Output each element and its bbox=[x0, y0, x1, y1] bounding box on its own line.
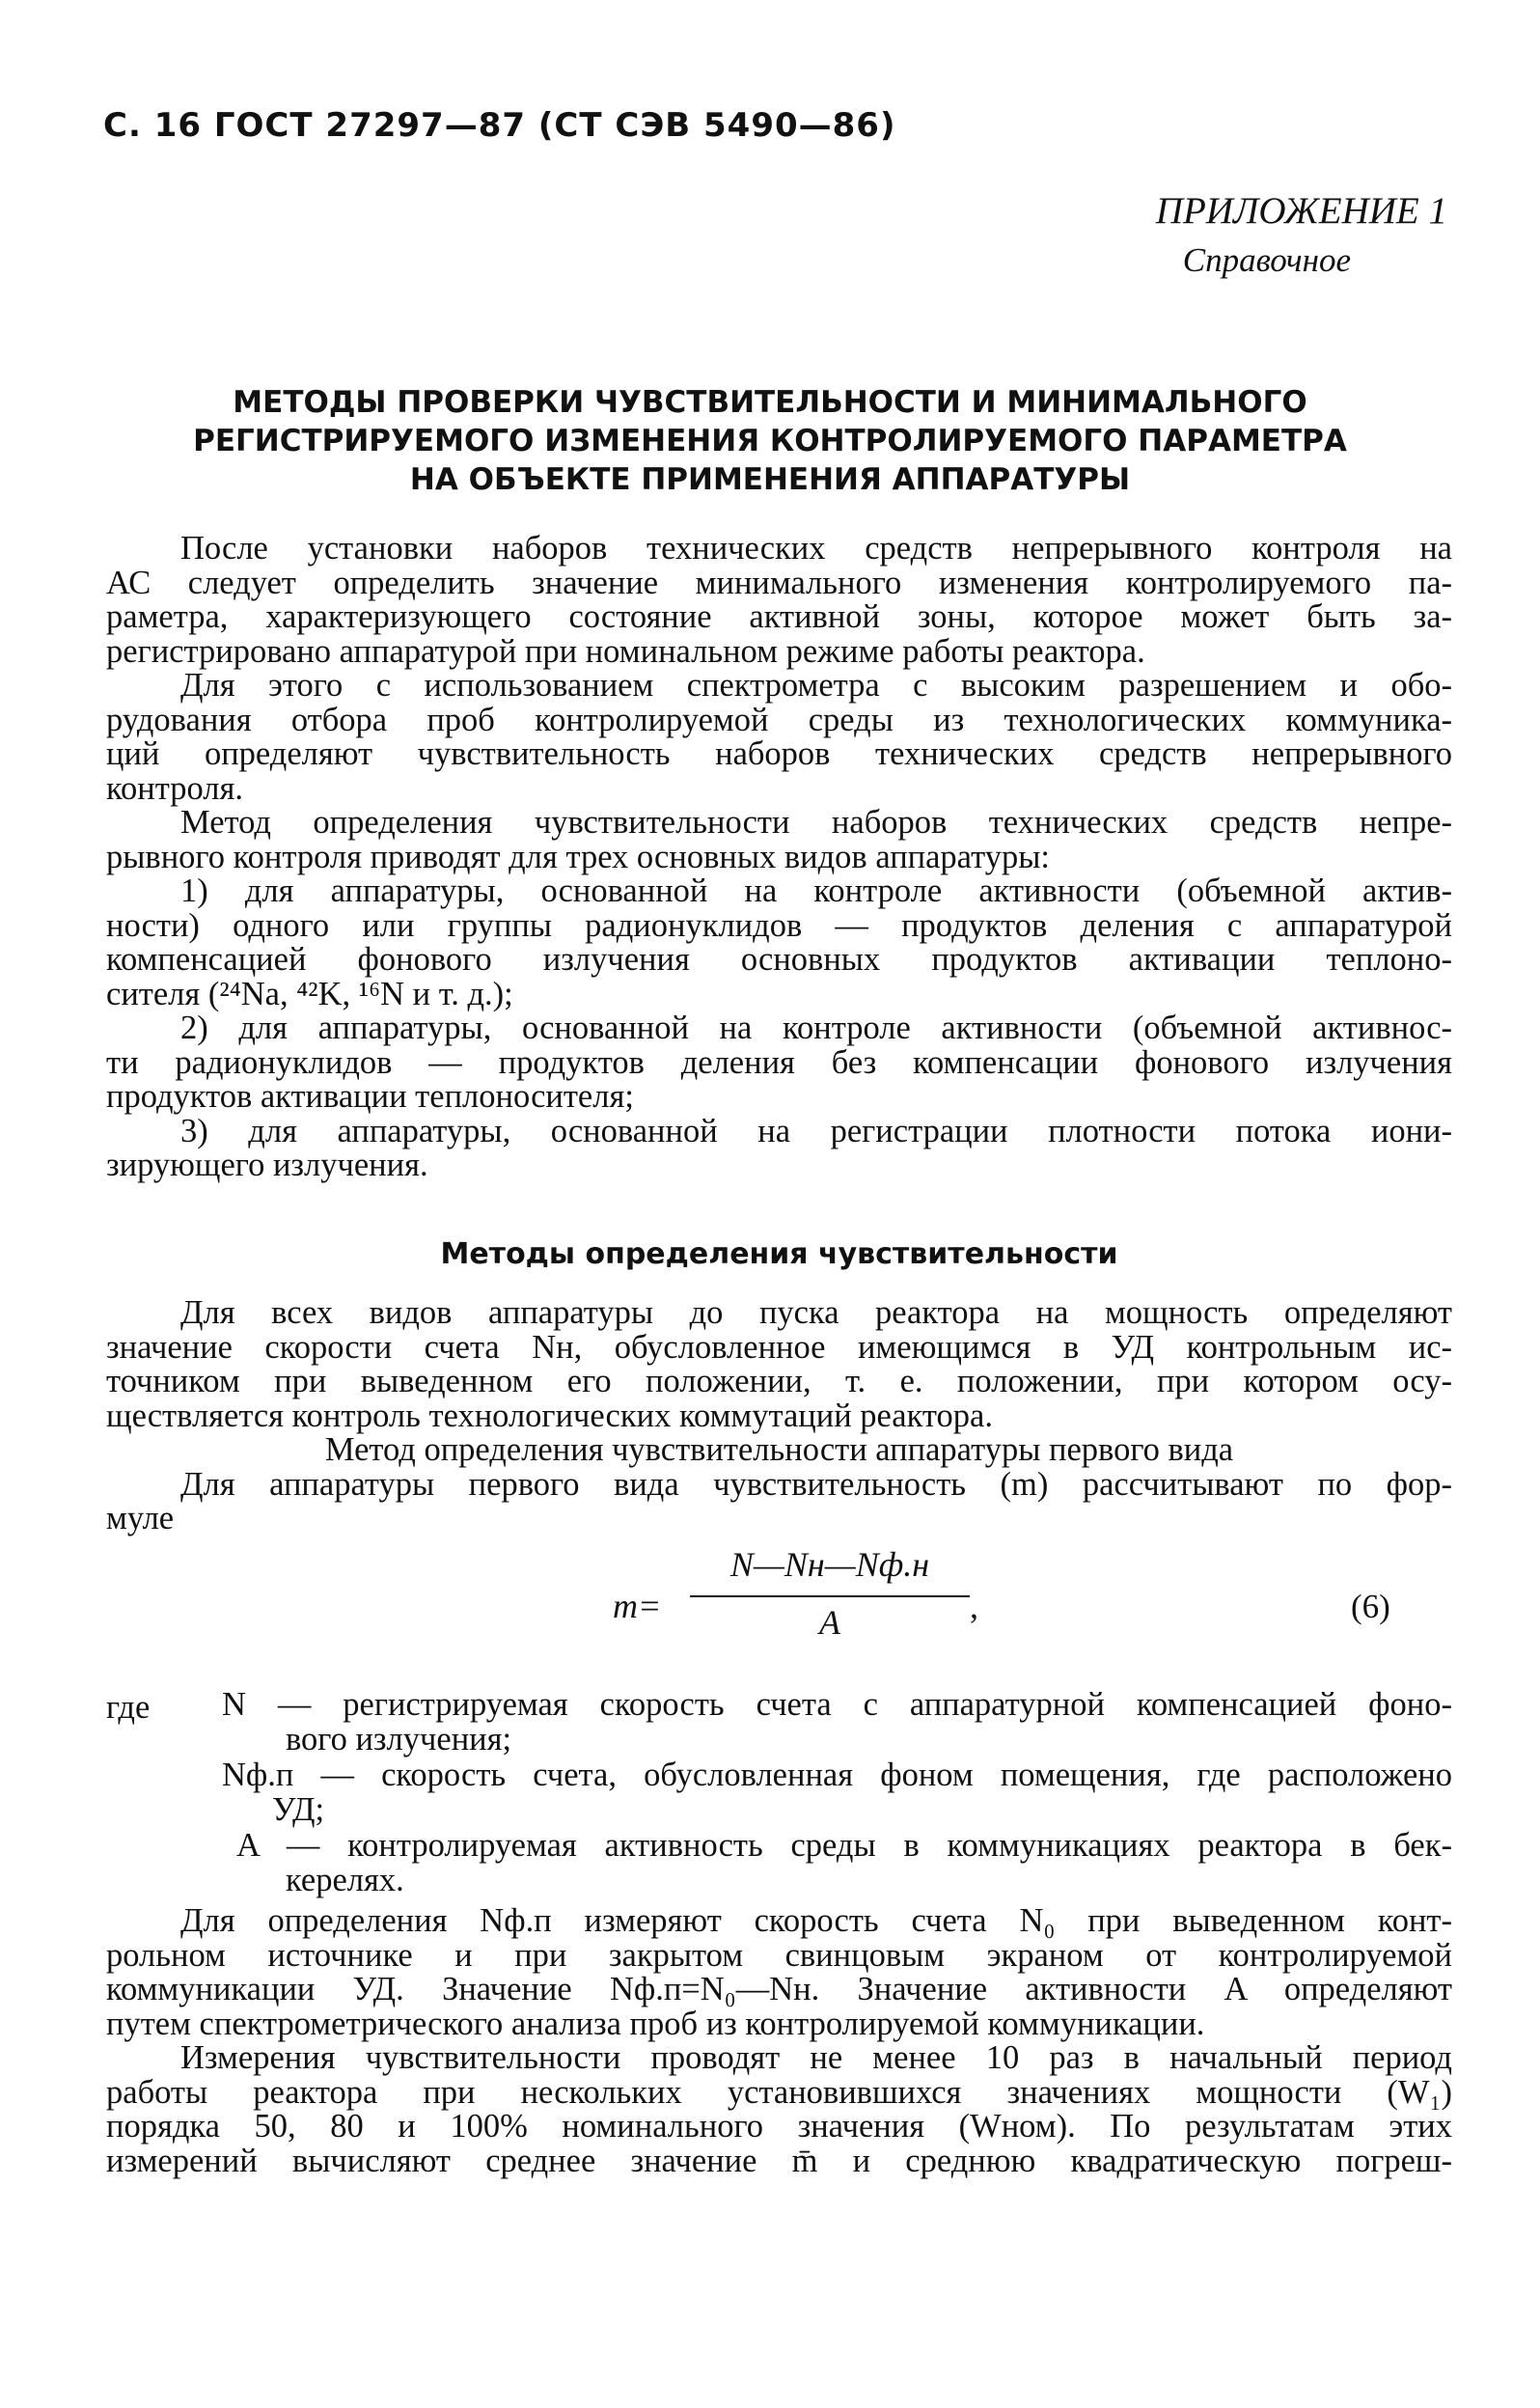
definition-line: N — регистрируемая скорость счета с аппаратурной компенсацией фоно- bbox=[222, 1686, 1452, 1723]
title-line: РЕГИСТРИРУЕМОГО ИЗМЕНЕНИЯ КОНТРОЛИРУЕМОГО ПАРАМЕТРА bbox=[193, 424, 1347, 458]
text-line: АС следует определить значение минимального изменения контролируемого па- bbox=[106, 564, 1452, 601]
text-line: рудования отбора проб контролируемой среды из технологических коммуника- bbox=[106, 701, 1452, 738]
text-line: Для всех видов аппаратуры до пуска реактора на мощность определяют bbox=[180, 1294, 1452, 1331]
appendix-subtitle: Справочное bbox=[1182, 241, 1351, 279]
text-line: контроля. bbox=[106, 769, 243, 807]
formula-denominator: A bbox=[819, 1603, 840, 1642]
text-line: Для определения Nф.п измеряют скорость счета N₀ при выведенном конт- bbox=[180, 1902, 1452, 1939]
text-line: 2) для аппаратуры, основанной на контроле активности (объемной активнос- bbox=[180, 1010, 1452, 1046]
text-line: Метод определения чувствительности аппаратуры первого вида bbox=[324, 1431, 1234, 1468]
formula-numerator: N—Nн—Nф.н bbox=[729, 1545, 930, 1584]
appendix-title: ПРИЛОЖЕНИЕ 1 bbox=[1155, 190, 1447, 232]
text-line: ности) одного или группы радионуклидов — продуктов деления с аппаратурой bbox=[106, 906, 1452, 944]
page-header: С. 16 ГОСТ 27297—87 (СТ СЭВ 5490—86) bbox=[103, 106, 896, 145]
definition-line: Nф.п — скорость счета, обусловленная фоном помещения, где расположено bbox=[222, 1757, 1452, 1793]
text-line: зирующего излучения. bbox=[106, 1147, 428, 1183]
text-line: 1) для аппаратуры, основанной на контроле активности (объемной актив- bbox=[180, 872, 1452, 909]
text-line: Метод определения чувствительности наборов технических средств непре- bbox=[180, 804, 1452, 841]
formula-6 bbox=[598, 1544, 1004, 1660]
definition-item bbox=[222, 1688, 1452, 1757]
text-line: работы реактора при нескольких установившихся значениях мощности (W₁) bbox=[106, 2073, 1452, 2111]
text-line: коммуникации УД. Значение Nф.п=N₀—Nн. Значение активности A определяют bbox=[106, 1971, 1452, 2007]
text-line: муле bbox=[106, 1500, 175, 1536]
text-line: путем спектрометрического анализа проб из контролируемой коммуникации. bbox=[106, 2005, 1205, 2042]
text-line: Измерения чувствительности проводят не менее 10 раз в начальный период bbox=[180, 2039, 1452, 2076]
text-line: регистрировано аппаратурой при номинальном режиме работы реактора. bbox=[106, 632, 1145, 670]
intro-text bbox=[106, 532, 1452, 1183]
text-line: рывного контроля приводят для трех основных видов аппаратуры: bbox=[106, 838, 1050, 875]
equation-number: (6) bbox=[1351, 1588, 1390, 1625]
formula-comma: , bbox=[970, 1587, 978, 1625]
text-line: ти радионуклидов — продуктов деления без компенсации фонового излучения bbox=[106, 1043, 1452, 1081]
definitions-list bbox=[222, 1688, 1452, 1899]
text-line: продуктов активации теплоносителя; bbox=[106, 1078, 634, 1115]
text-line: 3) для аппаратуры, основанной на регистрации плотности потока иони- bbox=[180, 1112, 1452, 1149]
formula-lhs: m= bbox=[613, 1587, 662, 1625]
fraction-bar bbox=[690, 1595, 970, 1597]
title-line: НА ОБЪЕКТЕ ПРИМЕНЕНИЯ АППАРАТУРЫ bbox=[409, 462, 1131, 497]
definition-line: УД; bbox=[272, 1790, 325, 1828]
definition-line: вого излучения; bbox=[286, 1720, 512, 1758]
definition-line: A — контролируемая активность среды в коммуникациях реактора в бек- bbox=[236, 1827, 1452, 1864]
text-line: Для аппаратуры первого вида чувствительность (m) рассчитывают по фор- bbox=[180, 1465, 1452, 1503]
title-line: МЕТОДЫ ПРОВЕРКИ ЧУВСТВИТЕЛЬНОСТИ И МИНИМАЛЬНОГО bbox=[233, 385, 1307, 420]
section-title: Методы определения чувствительности bbox=[440, 1237, 1118, 1271]
definition-item bbox=[222, 1829, 1452, 1897]
where-label: где bbox=[106, 1689, 151, 1726]
text-line: сителя (²⁴Na, ⁴²K, ¹⁶N и т. д.); bbox=[106, 975, 513, 1012]
definition-item bbox=[222, 1758, 1452, 1827]
text-line: точником при выведенном его положении, т. е. положении, при котором осу- bbox=[106, 1363, 1452, 1399]
text-line: ций определяют чувствительность наборов технических средств непрерывного bbox=[106, 735, 1452, 772]
text-line: порядка 50, 80 и 100% номинального значения (Wном). По результатам этих bbox=[106, 2108, 1452, 2145]
text-line: Для этого с использованием спектрометра с высоким разрешением и обо- bbox=[180, 667, 1452, 704]
text-line: После установки наборов технических средств непрерывного контроля на bbox=[180, 530, 1452, 567]
definition-line: керелях. bbox=[286, 1861, 404, 1898]
text-line: ществляется контроль технологических коммутаций реактора. bbox=[106, 1397, 993, 1434]
text-line: измерений вычисляют среднее значение m̄ и среднюю квадратическую погреш- bbox=[106, 2142, 1452, 2179]
text-line: раметра, характеризующего состояние активной зоны, которое может быть за- bbox=[106, 598, 1452, 635]
text-line: рольном источнике и при закрытом свинцовым экраном от контролируемой bbox=[106, 1936, 1452, 1974]
text-line: значение скорости счета Nн, обусловленное имеющимся в УД контрольным ис- bbox=[106, 1328, 1452, 1366]
text-line: компенсацией фонового излучения основных продуктов активации теплоно- bbox=[106, 941, 1452, 978]
measurement-text bbox=[106, 1904, 1452, 2178]
document-title bbox=[96, 383, 1444, 499]
methods-text bbox=[106, 1296, 1452, 1536]
